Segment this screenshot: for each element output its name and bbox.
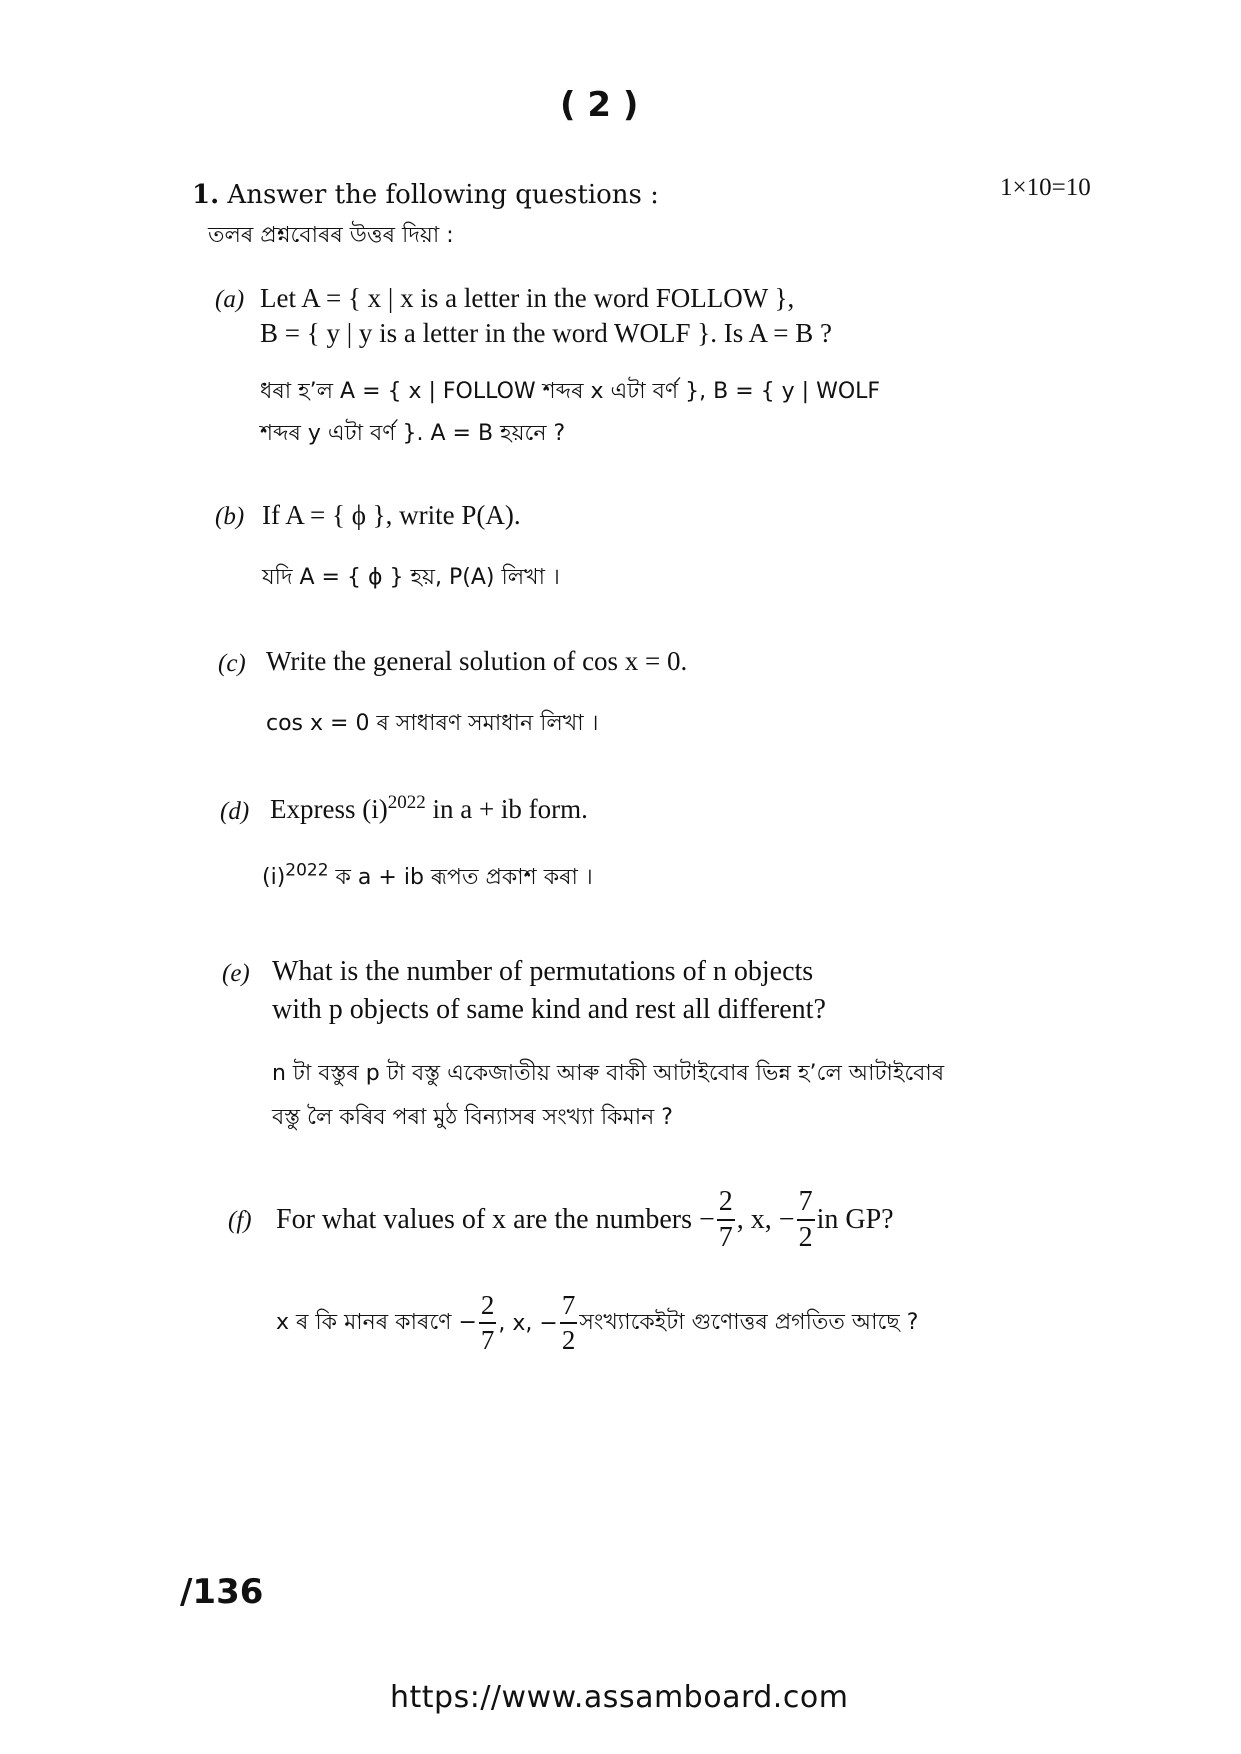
part-b-as-line1: যদি A = { ϕ } হয়, P(A) লিখা । <box>262 565 560 590</box>
marks: 1×10=10 <box>1000 174 1091 201</box>
part-d-en-line1: Express $(i)^{2022}$ in a + ib form. <box>270 792 588 824</box>
question-number: 1. <box>192 180 220 210</box>
part-a-label: (a) <box>215 286 245 313</box>
part-b-en-line1: If A = { ϕ }, write P(A). <box>262 500 521 530</box>
part-a-as-line2: শব্দৰ y এটা বৰ্ণ }. A = B হয়নে ? <box>260 421 566 446</box>
part-e-en-line2: with p objects of same kind and rest all different? <box>272 994 826 1025</box>
part-c-en-line1: Write the general solution of cos x = 0. <box>266 646 688 676</box>
question-title-en: Answer the following questions : <box>227 180 659 210</box>
fraction-7-2: $\frac{7}{2}$ <box>798 1186 813 1253</box>
part-c-as-line1: cos x = 0 ৰ সাধাৰণ সমাধান লিখা । <box>266 711 599 736</box>
question-title-as: তলৰ প্ৰশ্নবোৰৰ উত্তৰ দিয়া : <box>208 223 454 248</box>
part-f-label: (f) <box>228 1207 252 1234</box>
part-c-label: (c) <box>218 650 246 677</box>
part-b-label: (b) <box>215 503 245 530</box>
part-e-en-line1: What is the number of permutations of n objects <box>272 956 814 987</box>
footer-url: https://www.assamboard.com <box>390 1680 849 1715</box>
part-e-as-line1: n টা বস্তুৰ p টা বস্তু একেজাতীয় আৰু বাকী আটাইবোৰ ভিন্ন হ’লে আটাইবোৰ <box>272 1061 945 1086</box>
fraction-2-7: $\frac{2}{7}$ <box>718 1186 733 1253</box>
part-d-as-line1: $(i)^{2022}$ ক a + ib ৰূপত প্ৰকাশ কৰা । <box>262 860 593 890</box>
part-d-label: (d) <box>220 798 250 825</box>
question-title <box>192 180 659 210</box>
part-a-as-line1: ধৰা হ’ল A = { x | FOLLOW শব্দৰ x এটা বৰ্ণ }, B = { y | WOLF <box>260 379 881 404</box>
page-number: ( 2 ) <box>560 85 639 125</box>
part-e-as-line2: বস্তু লৈ কৰিব পৰা মুঠ বিন্যাসৰ সংখ্যা কিমান ? <box>272 1105 673 1130</box>
part-f-en-line1: For what values of x are the numbers − $\frac{2}{7}$ , x, − $\frac{7}{2}$ in GP? <box>276 1186 894 1253</box>
paper-code: /136 <box>180 1572 264 1612</box>
fraction-2-7-as: $\frac{2}{7}$ <box>480 1290 495 1355</box>
part-a-en-line1: Let A = { x | x is a letter in the word FOLLOW }, <box>260 283 795 313</box>
part-f-as-line1: x ৰ কি মানৰ কাৰণে − $\frac{2}{7}$ , x, − $\frac{7}{2}$ সংখ্যাকেইটা গুণোত্তৰ প্ৰগতিত আছে ? <box>276 1290 919 1355</box>
fraction-7-2-as: $\frac{7}{2}$ <box>561 1290 576 1355</box>
part-a-en-line2: B = { y | y is a letter in the word WOLF }. Is A = B ? <box>260 318 832 348</box>
part-e-label: (e) <box>222 960 250 987</box>
